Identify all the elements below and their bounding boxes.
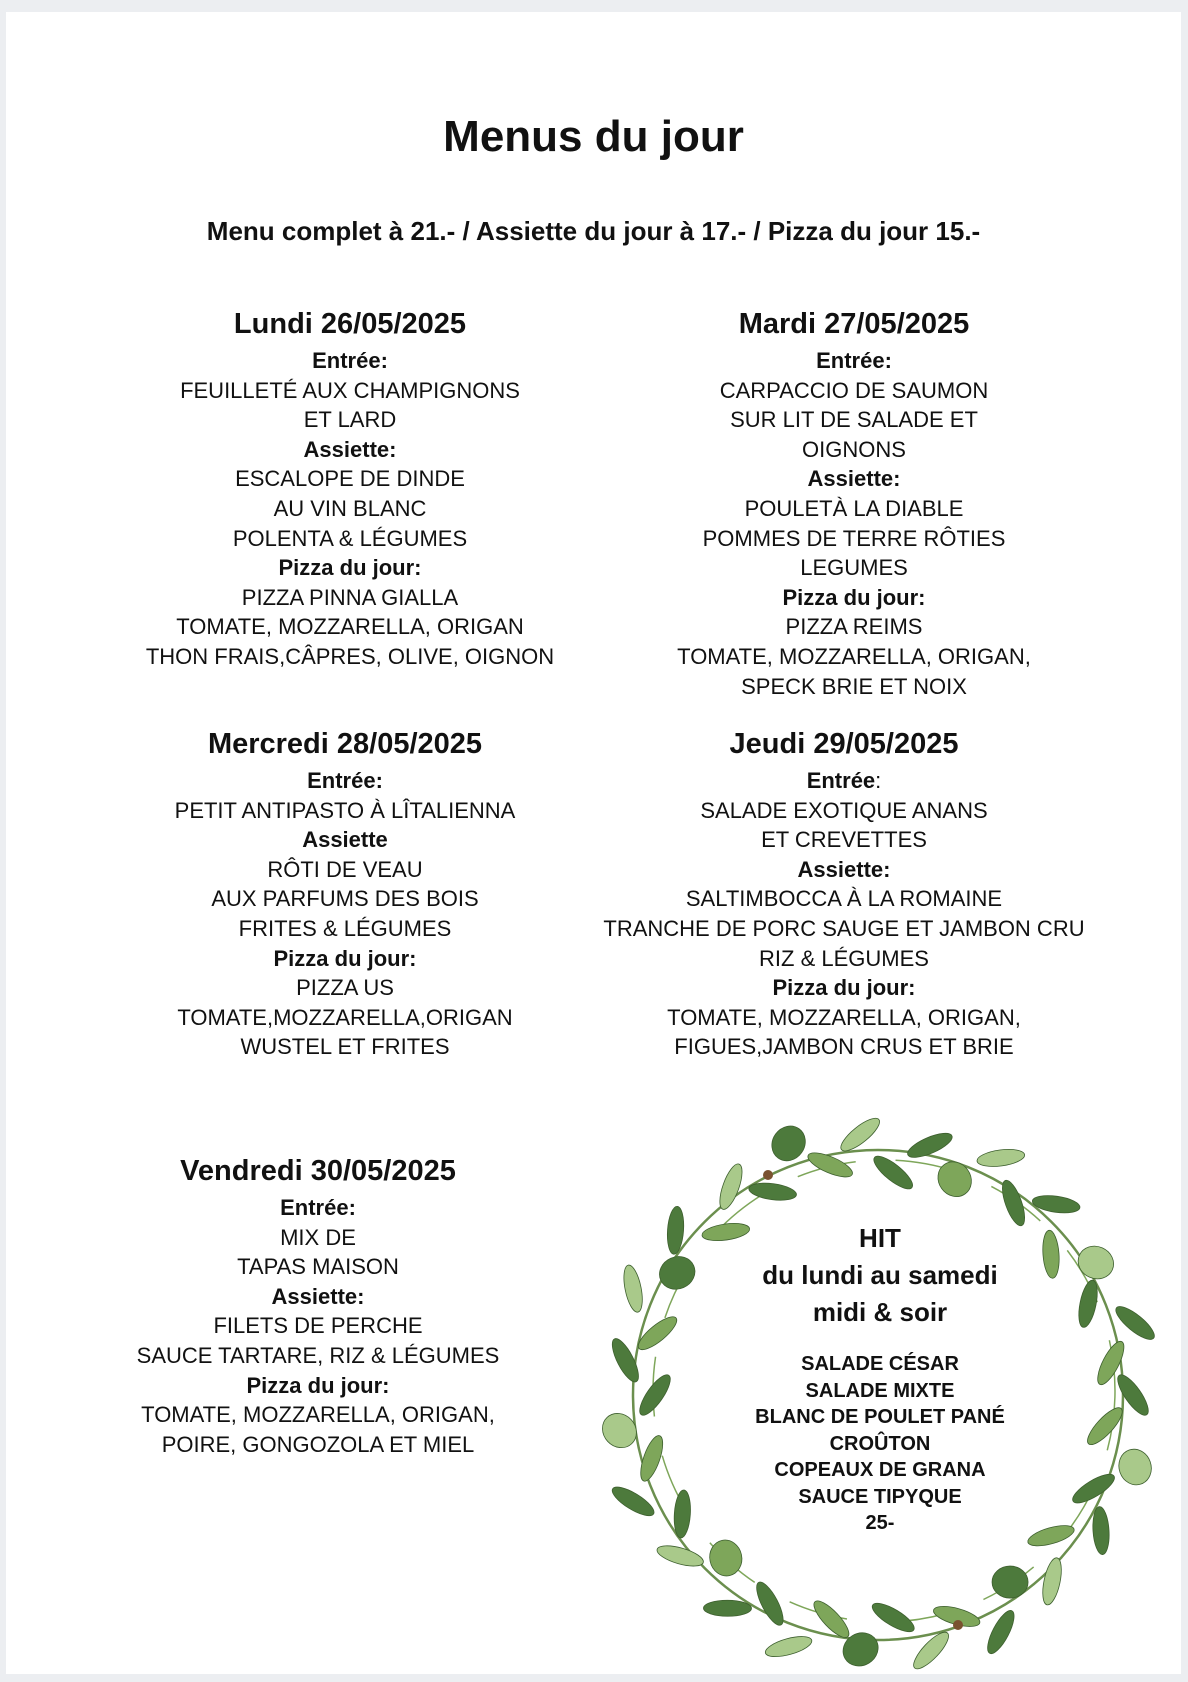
course-label [137,1371,500,1401]
hit-heading-line: midi & soir [812,1297,948,1327]
wreath-leaf [1031,1193,1081,1216]
course-label-text: Assiette: [271,1283,365,1309]
wreath-leaf [931,1155,978,1203]
course-label [677,464,1031,494]
course-label-text: Pizza du jour: [772,975,916,1001]
day-heading: Mardi 27/05/2025 [738,308,970,340]
dish-line: PIZZA US [296,975,394,1001]
course-label-text: Entrée: [816,348,892,373]
dish-line: TOMATE, MOZZARELLA, ORIGAN, [677,643,1031,669]
dish-line: POULETÀ LA DIABLE [744,495,964,521]
hit-item: 25- [865,1512,895,1534]
dish-line: FEUILLETÉ AUX CHAMPIGNONS [180,377,520,403]
wreath-leaf [870,1151,917,1194]
course-label-text: Assiette: [797,856,891,882]
dish-line: TOMATE, MOZZARELLA, ORIGAN, [667,1004,1021,1030]
dish-line: OIGNONS [802,436,906,462]
wreath-leaf [620,1264,645,1314]
day-menu-jeudi [603,726,1084,1062]
dish-line: FRITES & LÉGUMES [238,915,452,941]
course-label [146,435,554,465]
wreath-leaf [1091,1506,1110,1555]
wreath-berry [953,1620,963,1630]
dish-line: RIZ & LÉGUMES [759,945,929,971]
course-label [603,973,1084,1003]
course-label [175,825,516,855]
wreath-leaf [976,1147,1026,1169]
dish-line: POLENTA & LÉGUMES [232,525,468,551]
wreath-leaf [1111,1302,1158,1345]
wreath-berry [763,1170,773,1180]
course-label-text: Pizza du jour: [782,584,926,610]
course-label-text: Pizza du jour: [273,945,417,971]
course-label-text: Assiette: [303,436,397,462]
wreath-leaf [655,1542,706,1571]
dish-line: SALADE EXOTIQUE ANANS [700,797,988,823]
course-label [146,553,554,583]
dish-line: ET CREVETTES [761,827,927,853]
wreath-leaf [1026,1521,1077,1550]
wreath-leaf [673,1490,692,1539]
dish-line: SUR LIT DE SALADE ET [730,407,978,433]
course-label-text: Entrée: [280,1195,356,1220]
dish-line: PETIT ANTIPASTO À LÎTALIENNA [174,797,516,823]
dish-line: ESCALOPE DE DINDE [235,466,465,492]
wreath-leaf [1075,1279,1100,1329]
hit-items [755,1351,1005,1537]
course-label [146,346,554,376]
wreath-leaf [869,1598,918,1636]
course-label-text: Assiette [302,827,388,853]
wreath-leaf [1114,1445,1156,1490]
dish-line: TOMATE, MOZZARELLA, ORIGAN [176,614,524,640]
day-menu-mercredi [175,726,516,1062]
wreath-leaf [905,1129,955,1163]
dish-line: TAPAS MAISON [237,1254,399,1280]
dish-line: POMMES DE TERRE RÔTIES [702,525,1006,551]
wreath-leaf [654,1251,700,1295]
course-label-text: Entrée [806,768,876,793]
dish-line: RÔTI DE VEAU [267,856,423,882]
hit-item: COPEAUX DE GRANA [774,1459,986,1481]
course-label [603,766,1084,796]
dish-line: ET LARD [303,407,397,433]
dish-line: WUSTEL ET FRITES [240,1034,450,1060]
course-label-text: Entrée: [307,768,383,793]
day-menu-mardi [677,306,1031,701]
wreath-leaf [1041,1230,1060,1279]
dish-line: AUX PARFUMS DES BOIS [211,886,479,912]
course-label-text: Pizza du jour: [246,1372,390,1398]
hit-item: CROÛTON [829,1432,931,1455]
wreath-leaf [1039,1556,1065,1606]
hit-item: SAUCE TIPYQUE [798,1485,962,1508]
day-heading: Mercredi 28/05/2025 [207,728,483,760]
wreath-leaf [715,1161,746,1212]
hit-item: SALADE MIXTE [805,1379,955,1402]
dish-line: TOMATE, MOZZARELLA, ORIGAN, [141,1402,495,1428]
wreath-leaf [805,1148,855,1182]
dish-line: CARPACCIO DE SAUMON [719,377,989,403]
hit-heading-line: du lundi au samedi [762,1260,998,1290]
dish-line: THON FRAIS,CÂPRES, OLIVE, OIGNON [145,643,555,669]
wreath-leaf [1069,1469,1118,1508]
course-label [137,1282,500,1312]
dish-line: SAUCE TARTARE, RIZ & LÉGUMES [136,1342,500,1368]
day-menu-vendredi [137,1153,500,1459]
dish-line: AU VIN BLANC [273,495,427,521]
page-title: Menus du jour [443,112,744,161]
course-label [677,346,1031,376]
dish-line: SALTIMBOCCA À LA ROMAINE [685,886,1003,912]
course-label-text: Entrée: [312,348,388,373]
course-label [677,583,1031,613]
dish-line: FIGUES,JAMBON CRUS ET BRIE [674,1034,1014,1060]
dish-line: PIZZA PINNA GIALLA [241,584,459,610]
dish-line: PIZZA REIMS [785,614,923,640]
day-heading: Lundi 26/05/2025 [233,308,467,340]
course-label [137,1193,500,1223]
dish-line: POIRE, GONGOZOLA ET MIEL [161,1431,475,1457]
course-label [175,944,516,974]
hit-item: SALADE CÉSAR [801,1353,959,1375]
wreath-leaf [763,1632,814,1660]
course-label [603,855,1084,885]
course-label-text: Pizza du jour: [278,555,422,581]
dish-line: SPECK BRIE ET NOIX [741,673,967,699]
price-line: Menu complet à 21.- / Assiette du jour à 17.- / Pizza du jour 15.- [206,216,981,246]
wreath-leaf [635,1371,676,1419]
dish-line: MIX DE [280,1224,356,1250]
wreath-leaf [703,1600,751,1616]
dish-line: FILETS DE PERCHE [213,1313,423,1339]
wreath-leaf [992,1566,1028,1598]
wreath-leaf [752,1579,788,1629]
dish-line: TRANCHE DE PORC SAUGE ET JAMBON CRU [603,915,1085,941]
wreath-leaf [595,1406,643,1454]
dish-line: LEGUMES [800,555,908,581]
course-label [175,766,516,796]
wreath-leaf [706,1537,745,1579]
day-heading: Vendredi 30/05/2025 [180,1155,456,1187]
hit-box [755,1220,1005,1537]
course-label-suffix: : [875,768,882,793]
wreath-leaf [1073,1241,1119,1285]
course-label-text: Assiette: [807,466,901,492]
hit-heading [755,1220,1005,1331]
day-menu-lundi [146,306,554,672]
hit-item: BLANC DE POULET PANÉ [755,1406,1005,1428]
day-heading: Jeudi 29/05/2025 [729,728,959,760]
dish-line: TOMATE,MOZZARELLA,ORIGAN [177,1004,513,1030]
wreath-leaf [701,1221,751,1244]
hit-heading-line: HIT [859,1223,901,1253]
